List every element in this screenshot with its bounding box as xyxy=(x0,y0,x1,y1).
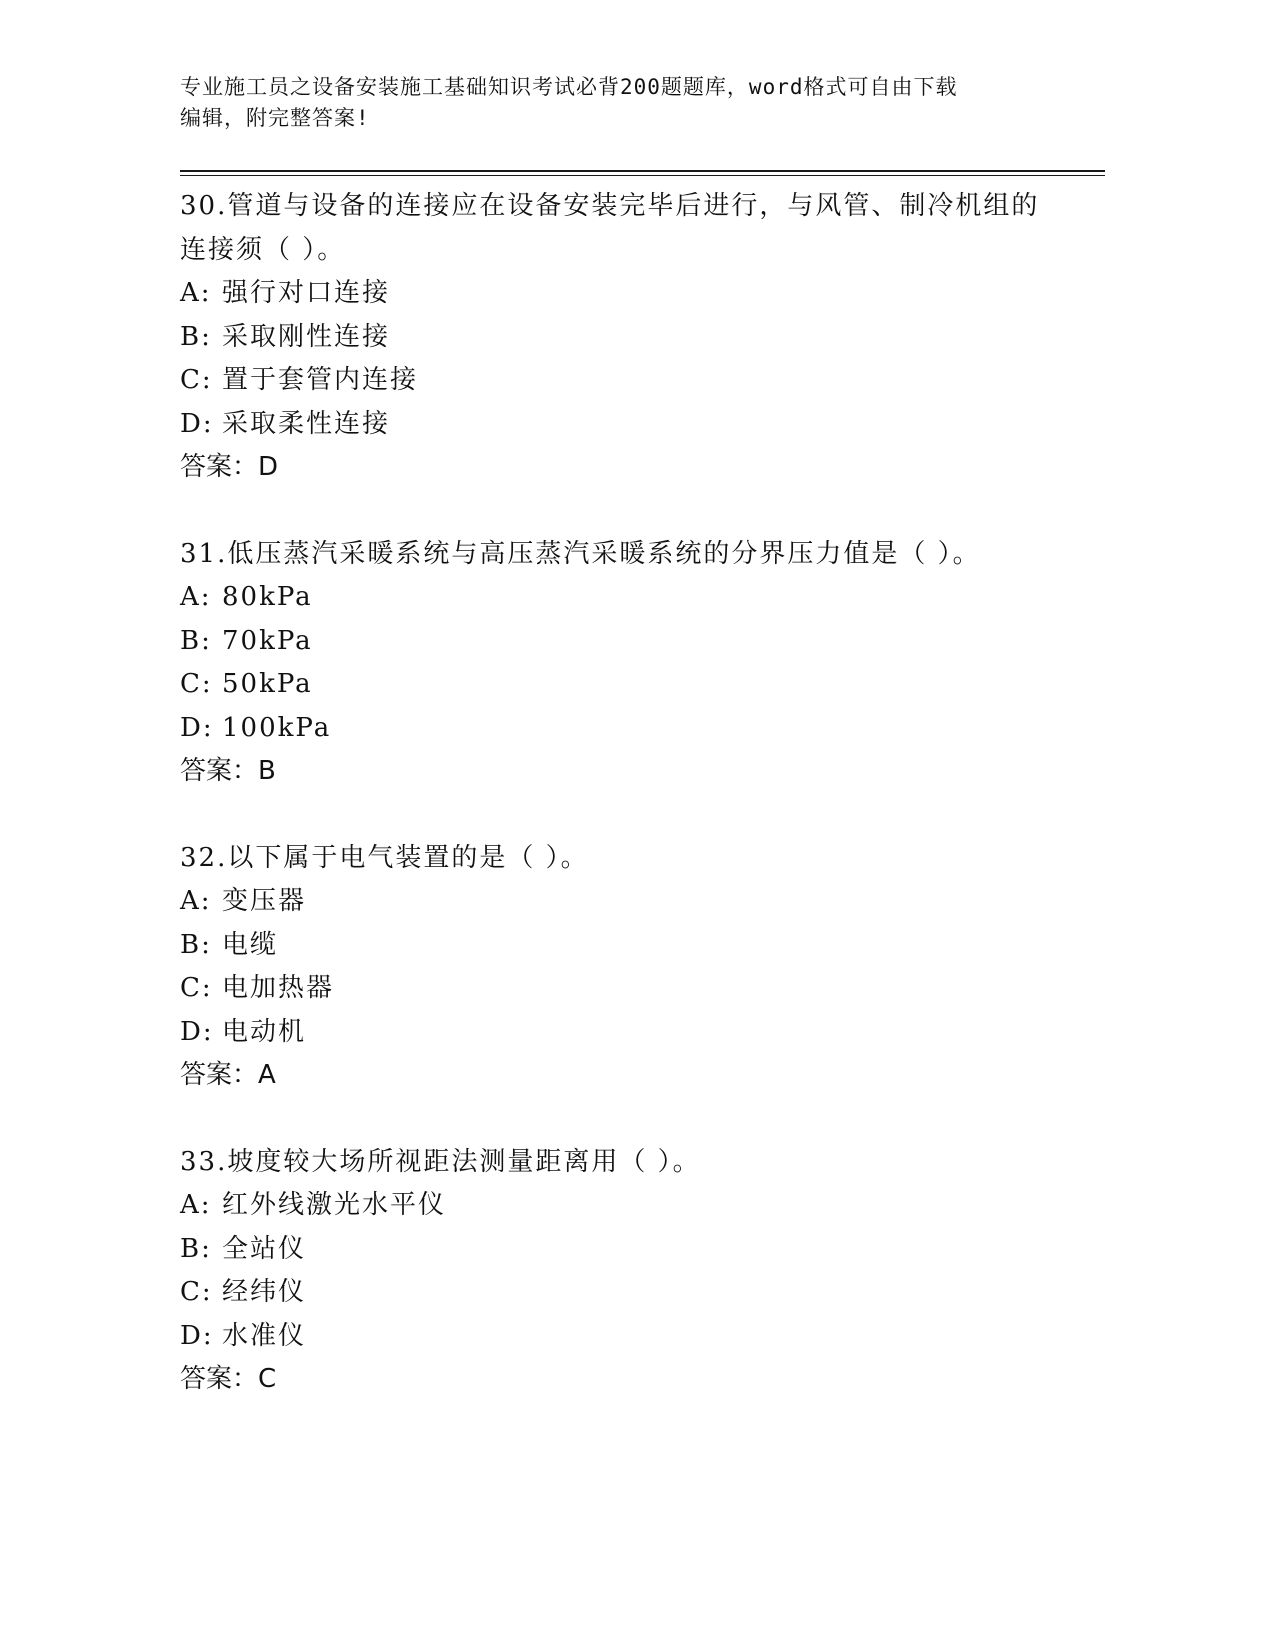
question-item xyxy=(180,185,1080,490)
option-key: C: xyxy=(180,669,213,699)
option-b xyxy=(180,620,1080,664)
option-key: D: xyxy=(180,1016,214,1047)
question-item xyxy=(180,837,1080,1098)
question-item xyxy=(180,533,1080,794)
option-c xyxy=(180,1271,1080,1315)
answer-line: 答案：A xyxy=(180,1060,276,1090)
option-key: B: xyxy=(180,625,212,656)
option-text: 强行对口连接 xyxy=(222,278,391,308)
option-key: A: xyxy=(180,1190,212,1220)
option-text: 变压器 xyxy=(222,886,307,916)
option-key: C: xyxy=(180,1277,213,1307)
header-line-2: 编辑，附完整答案! xyxy=(180,106,370,130)
option-text: 电动机 xyxy=(222,1016,307,1047)
question-stem: 31.低压蒸汽采暖系统与高压蒸汽采暖系统的分界压力值是（ ）。 xyxy=(180,538,981,569)
question-stem: 32.以下属于电气装置的是（ ）。 xyxy=(180,842,589,873)
option-c xyxy=(180,359,1080,403)
option-text: 电加热器 xyxy=(222,973,335,1003)
option-text: 水准仪 xyxy=(222,1320,307,1351)
option-a xyxy=(180,272,1080,316)
question-stem: 30.管道与设备的连接应在设备安装完毕后进行，与风管、制冷机组的 xyxy=(180,191,1040,221)
option-key: D: xyxy=(180,408,214,439)
header-divider-thick xyxy=(180,170,1105,172)
option-text: 红外线激光水平仪 xyxy=(222,1190,447,1220)
option-d xyxy=(180,403,1080,447)
option-key: B: xyxy=(180,929,212,960)
option-text: 100kPa xyxy=(222,712,332,743)
answer-line: 答案：D xyxy=(180,452,279,482)
option-text: 全站仪 xyxy=(222,1233,307,1264)
option-c xyxy=(180,663,1080,707)
question-list xyxy=(180,185,1080,1445)
option-d xyxy=(180,1011,1080,1055)
option-text: 50kPa xyxy=(222,669,313,699)
option-d xyxy=(180,1315,1080,1359)
option-key: A: xyxy=(180,886,212,916)
option-text: 经纬仪 xyxy=(222,1277,307,1307)
header-line-1: 专业施工员之设备安装施工基础知识考试必背200题题库，word格式可自由下载 xyxy=(180,75,958,99)
option-text: 80kPa xyxy=(222,582,313,612)
answer-line: 答案：C xyxy=(180,1364,277,1394)
option-a xyxy=(180,576,1080,620)
question-stem-continued: 连接须（ ）。 xyxy=(180,234,346,265)
option-b xyxy=(180,924,1080,968)
option-b xyxy=(180,1228,1080,1272)
option-text: 70kPa xyxy=(222,625,313,656)
document-header xyxy=(180,72,1050,134)
option-key: B: xyxy=(180,1233,212,1264)
question-stem: 33.坡度较大场所视距法测量距离用（ ）。 xyxy=(180,1146,701,1177)
option-b xyxy=(180,316,1080,360)
option-text: 置于套管内连接 xyxy=(222,365,419,395)
option-key: A: xyxy=(180,582,212,612)
header-divider-thin xyxy=(180,175,1105,176)
option-key: A: xyxy=(180,278,212,308)
option-text: 采取柔性连接 xyxy=(222,408,391,439)
option-key: C: xyxy=(180,365,213,395)
question-item xyxy=(180,1141,1080,1402)
option-c xyxy=(180,967,1080,1011)
answer-line: 答案：B xyxy=(180,756,276,786)
option-a xyxy=(180,880,1080,924)
option-key: C: xyxy=(180,973,213,1003)
option-key: D: xyxy=(180,712,214,743)
option-key: D: xyxy=(180,1320,214,1351)
option-d xyxy=(180,707,1080,751)
option-a xyxy=(180,1184,1080,1228)
option-text: 电缆 xyxy=(222,929,279,960)
option-key: B: xyxy=(180,321,212,352)
option-text: 采取刚性连接 xyxy=(222,321,391,352)
